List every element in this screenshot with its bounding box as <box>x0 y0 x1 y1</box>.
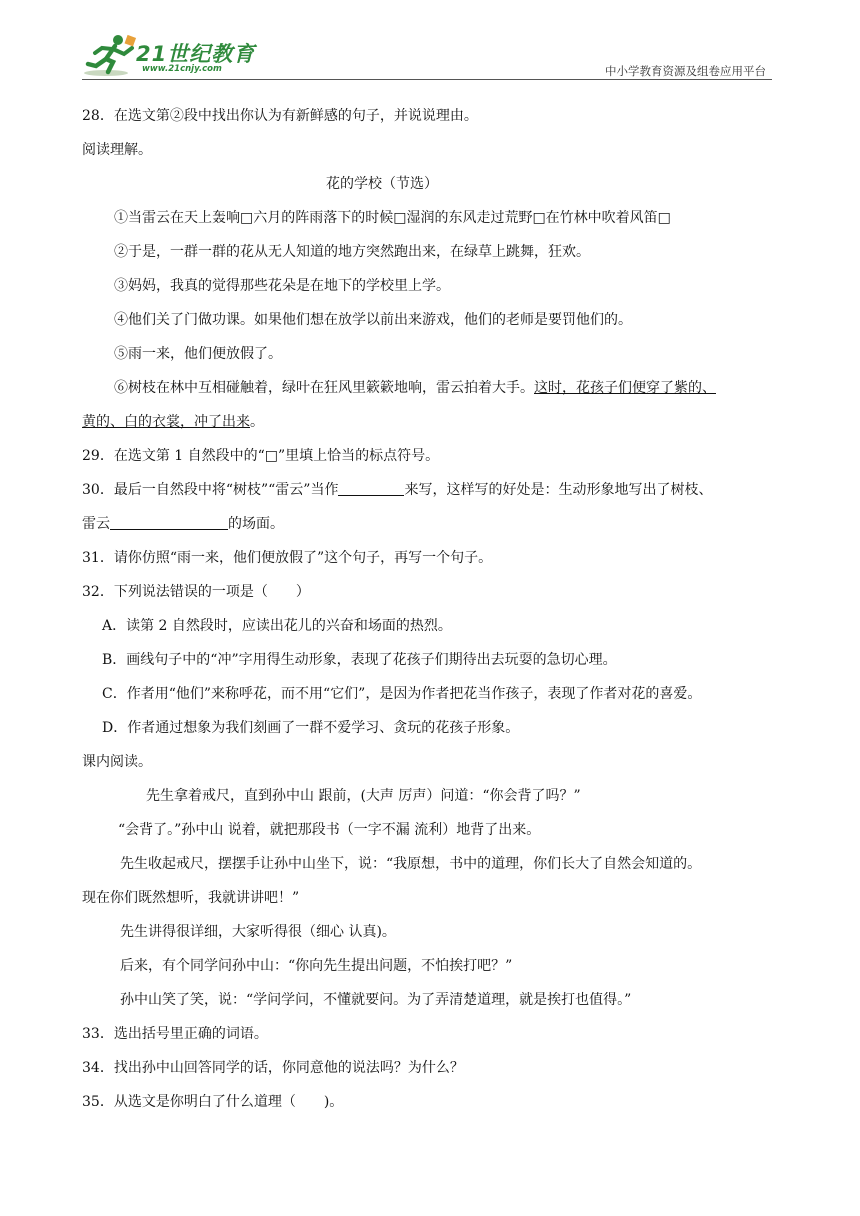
passage2-paragraph-5: 后来，有个同学问孙中山：“你向先生提出问题，不怕挨打吧？” <box>120 958 513 974</box>
question-31: 31．请你仿照“雨一来，他们便放假了”这个句子，再写一个句子。 <box>82 550 493 566</box>
answer-blank[interactable] <box>110 515 228 530</box>
question-30 <box>82 481 712 499</box>
running-man-icon <box>82 32 138 78</box>
passage1-paragraph-4: ④他们关了门做功课。如果他们想在放学以前出来游戏，他们的老师是要罚他们的。 <box>114 312 632 328</box>
header-tagline: 中小学教育资源及组卷应用平台 <box>605 64 766 78</box>
question-30-text-a: 30．最后一自然段中将“树枝”“雷云”当作 <box>82 482 339 498</box>
question-30-text-b: 来写，这样写的好处是：生动形象地写出了树枝、 <box>404 482 713 498</box>
question-35: 35．从选文是你明白了什么道理（ )。 <box>82 1094 344 1110</box>
underlined-sentence-part-2: 黄的、白的衣裳，冲了出来 <box>82 414 250 430</box>
passage1-paragraph-6-continued <box>82 413 264 431</box>
paragraph-6-end: 。 <box>250 414 264 430</box>
passage-title: 花的学校（节选） <box>326 176 438 192</box>
question-32-stem: 32．下列说法错误的一项是（ ） <box>82 584 310 600</box>
passage2-paragraph-4: 先生讲得很详细，大家听得很（细心 认真)。 <box>120 924 396 940</box>
question-32-option-a: A．读第 2 自然段时，应读出花儿的兴奋和场面的热烈。 <box>102 618 452 634</box>
question-32-option-c: C．作者用“他们”来称呼花，而不用“它们”，是因为作者把花当作孩子，表现了作者对花的喜爱。 <box>102 686 702 702</box>
question-28: 28．在选文第②段中找出你认为有新鲜感的句子，并说说理由。 <box>82 108 478 124</box>
section-reading-comprehension: 阅读理解。 <box>82 142 152 158</box>
question-29: 29．在选文第 1 自然段中的“□”里填上恰当的标点符号。 <box>82 448 440 464</box>
question-33: 33．选出括号里正确的词语。 <box>82 1026 268 1042</box>
question-30-continued <box>82 515 284 533</box>
question-30-text-d: 的场面。 <box>228 516 284 532</box>
question-34: 34．找出孙中山回答同学的话，你同意他的说法吗？为什么？ <box>82 1060 464 1076</box>
logo <box>82 30 292 82</box>
question-30-text-c: 雷云 <box>82 516 110 532</box>
passage2-paragraph-6: 孙中山笑了笑，说：“学问学问，不懂就要问。为了弄清楚道理，就是挨打也值得。” <box>120 992 632 1008</box>
paragraph-6-text: ⑥树枝在林中互相碰触着，绿叶在狂风里簌簌地响，雷云拍着大手。 <box>114 380 534 396</box>
logo-url: www.21cnjy.com <box>142 64 222 74</box>
passage2-paragraph-3-continued: 现在你们既然想听，我就讲讲吧！” <box>82 890 300 906</box>
passage1-paragraph-3: ③妈妈，我真的觉得那些花朵是在地下的学校里上学。 <box>114 278 450 294</box>
passage2-paragraph-3: 先生收起戒尺，摆摆手让孙中山坐下，说：“我原想，书中的道理，你们长大了自然会知道的。 <box>120 856 702 872</box>
underlined-sentence-part-1: 这时，花孩子们便穿了紫的、 <box>534 380 716 396</box>
question-32-option-b: B．画线句子中的“冲”字用得生动形象，表现了花孩子们期待出去玩耍的急切心理。 <box>102 652 617 668</box>
passage2-paragraph-1: 先生拿着戒尺，直到孙中山 跟前，(大声 厉声）问道：“你会背了吗？” <box>146 788 581 804</box>
header-rule <box>82 79 772 80</box>
passage1-paragraph-1: ①当雷云在天上轰响□六月的阵雨落下的时候□湿润的东风走过荒野□在竹林中吹着风笛□ <box>114 210 671 226</box>
answer-blank[interactable] <box>338 481 404 496</box>
passage1-paragraph-6 <box>114 379 716 397</box>
passage2-paragraph-2: “会背了。”孙中山 说着，就把那段书（一字不漏 流利）地背了出来。 <box>118 822 541 838</box>
question-32-option-d: D．作者通过想象为我们刻画了一群不爱学习、贪玩的花孩子形象。 <box>102 720 520 736</box>
logo-text: 21世纪教育 <box>136 42 256 66</box>
passage1-paragraph-2: ②于是，一群一群的花从无人知道的地方突然跑出来，在绿草上跳舞，狂欢。 <box>114 244 590 260</box>
passage1-paragraph-5: ⑤雨一来，他们便放假了。 <box>114 346 282 362</box>
section-in-class-reading: 课内阅读。 <box>82 754 152 770</box>
page-header <box>82 30 772 82</box>
